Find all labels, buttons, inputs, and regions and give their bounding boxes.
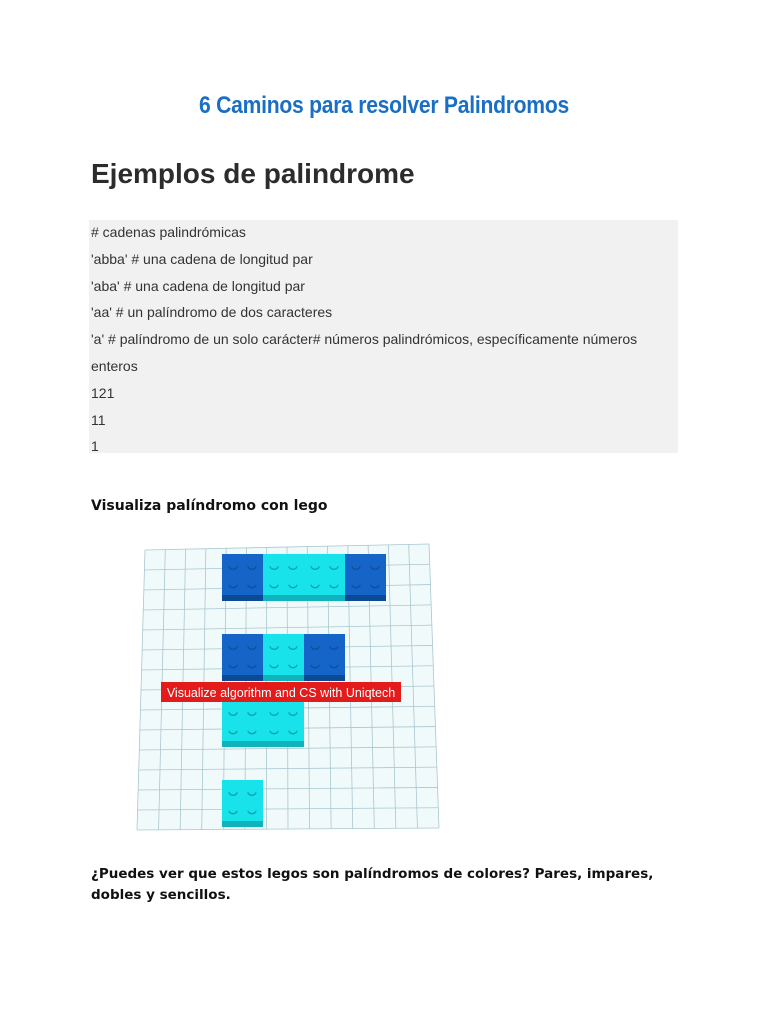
code-line: 1 [91, 438, 99, 455]
code-block [89, 220, 678, 453]
code-line: 'abba' # una cadena de longitud par [91, 250, 313, 267]
lego-brick [222, 780, 263, 827]
code-line: 'aba' # una cadena de longitud par [91, 277, 305, 294]
lego-brick [222, 700, 263, 747]
lego-brick [222, 554, 263, 601]
lego-brick [222, 634, 263, 681]
banner [161, 682, 401, 702]
lego-brick [304, 554, 345, 601]
lego-palindrome-image [135, 542, 440, 832]
code-line: enteros [91, 357, 138, 374]
code-line: 121 [91, 384, 115, 401]
code-line: # cadenas palindrómicas [91, 224, 246, 240]
lego-brick [304, 634, 345, 681]
visual-heading: Visualiza palíndromo con lego [91, 498, 328, 514]
lego-brick [263, 700, 304, 747]
lego-brick [345, 554, 386, 601]
lego-brick [263, 634, 304, 681]
code-line: 11 [91, 411, 106, 428]
banner-text: Visualize algorithm and CS with Uniqtech [166, 686, 396, 700]
code-line: 'aa' # un palíndromo de dos caracteres [91, 304, 333, 321]
section-heading: Ejemplos de palindrome [91, 158, 415, 189]
page-title: 6 Caminos para resolver Palindromos [199, 92, 569, 119]
caption-paragraph: ¿Puedes ver que estos legos son palíndromos de colores? Pares, impares, dobles y sencillos. [91, 866, 654, 903]
lego-brick [263, 554, 304, 601]
code-line: 'a' # palíndromo de un solo carácter# números palindrómicos, específicamente números [91, 331, 638, 348]
